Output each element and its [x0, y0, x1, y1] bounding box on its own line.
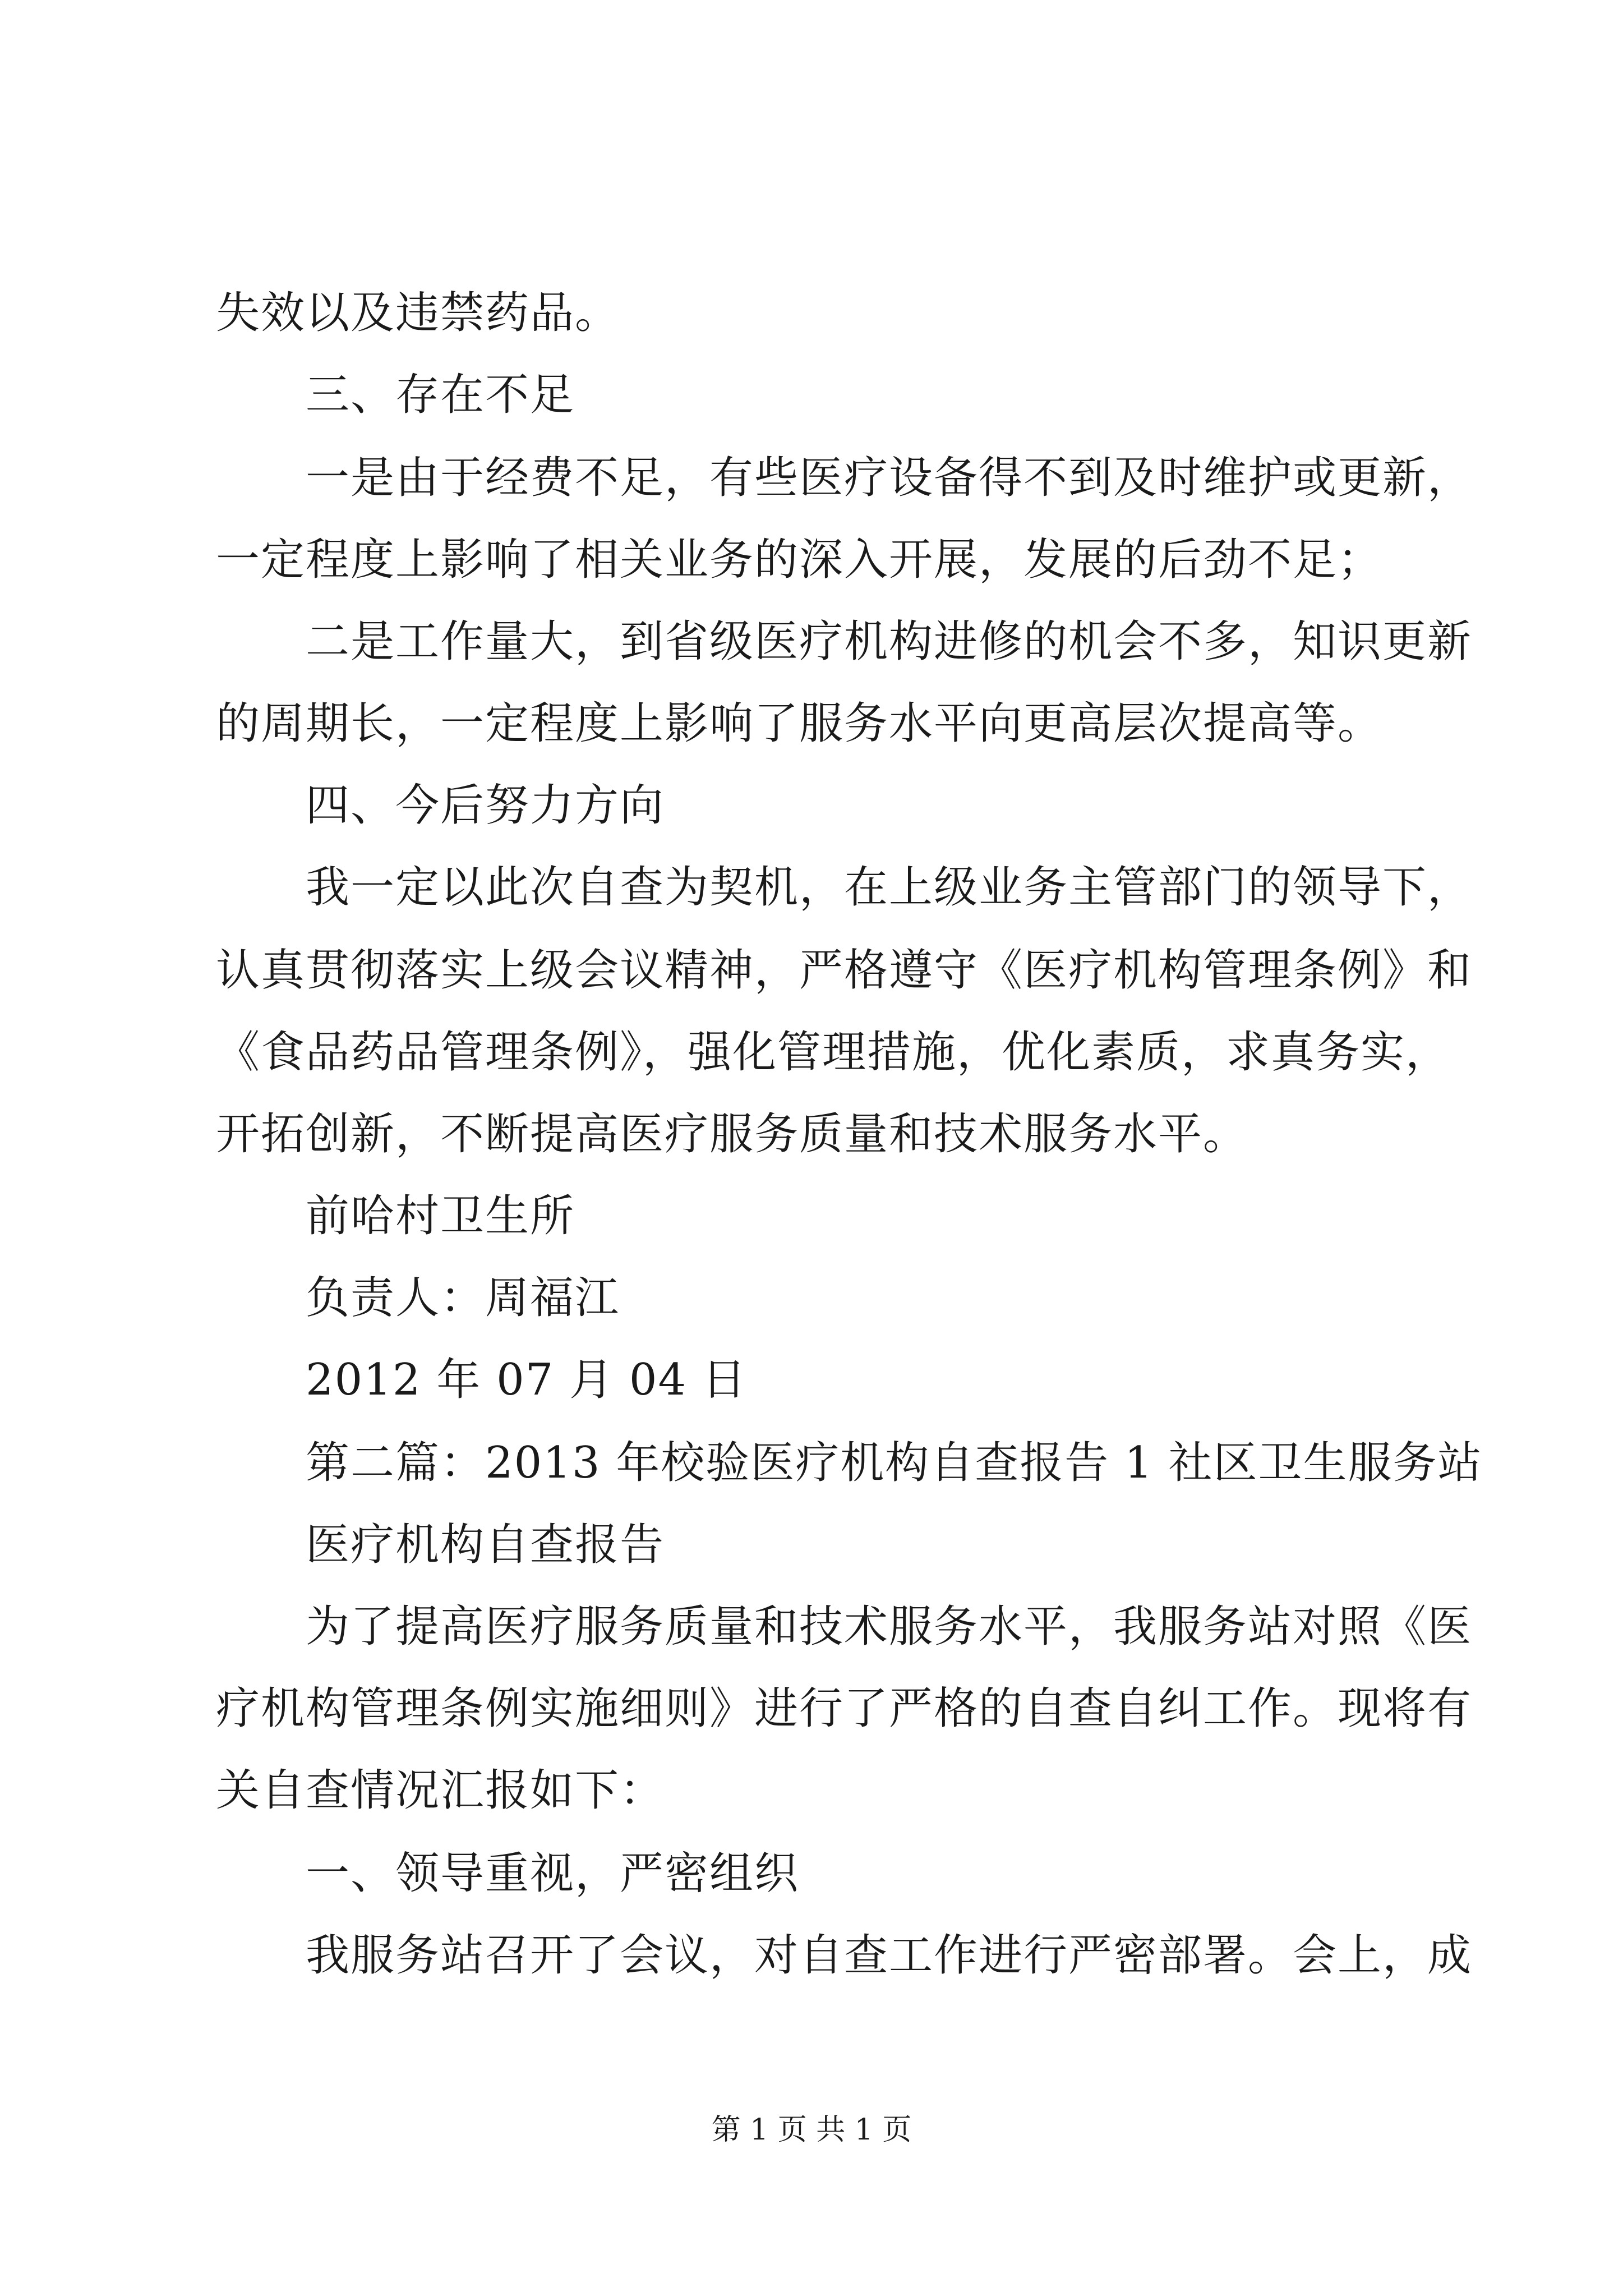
section-heading-shortcomings: 三、存在不足: [306, 370, 575, 420]
chapter-heading: 第二篇：2013 年校验医疗机构自查报告 1 社区卫生服务站: [306, 1438, 1483, 1488]
signature-organization: 前哈村卫生所: [306, 1191, 575, 1241]
signature-person: 负责人：周福江: [306, 1273, 620, 1323]
section-heading-leadership: 一、领导重视，严密组织: [306, 1848, 800, 1899]
page-footer: 第 1 页 共 1 页: [711, 2113, 912, 2147]
text-line-18: 疗机构管理条例实施细则》进行了严格的自查自纠工作。现将有: [216, 1683, 1473, 1734]
text-line-10: 《食品药品管理条例》，强化管理措施，优化素质，求真务实，: [216, 1027, 1451, 1078]
text-line-21: 我服务站召开了会议，对自查工作进行严密部署。会上，成: [306, 1930, 1473, 1981]
text-line-9: 认真贯彻落实上级会议精神，严格遵守《医疗机构管理条例》和: [216, 945, 1473, 996]
section-heading-direction: 四、今后努力方向: [306, 780, 665, 831]
text-line-8: 我一定以此次自查为契机，在上级业务主管部门的领导下，: [306, 862, 1473, 913]
report-title: 医疗机构自查报告: [306, 1520, 665, 1570]
text-line-11: 开拓创新，不断提高医疗服务质量和技术服务水平。: [216, 1109, 1248, 1159]
text-line-3: 一是由于经费不足，有些医疗设备得不到及时维护或更新，: [306, 453, 1473, 503]
text-line-6: 的周期长，一定程度上影响了服务水平向更高层次提高等。: [216, 698, 1383, 749]
text-line-1: 失效以及违禁药品。: [216, 288, 620, 338]
text-line-17: 为了提高医疗服务质量和技术服务水平，我服务站对照《医: [306, 1602, 1473, 1652]
text-line-19: 关自查情况汇报如下：: [216, 1765, 665, 1816]
text-line-5: 二是工作量大，到省级医疗机构进修的机会不多，知识更新: [306, 616, 1473, 667]
text-line-4: 一定程度上影响了相关业务的深入开展，发展的后劲不足；: [216, 535, 1383, 585]
signature-date: 2012 年 07 月 04 日: [306, 1355, 747, 1405]
